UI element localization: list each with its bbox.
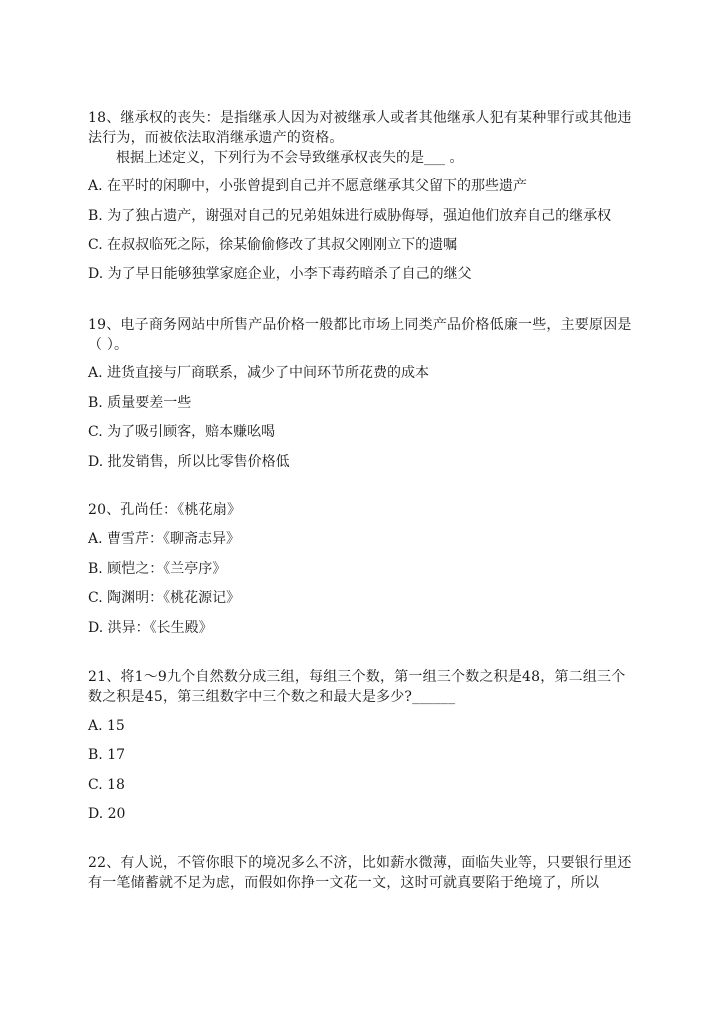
option-a: A. 曹雪芹：《聊斋志异》	[88, 531, 241, 547]
option-d: D. 批发销售，所以比零售价格低	[88, 454, 290, 470]
option-d: D. 为了早日能够独掌家庭企业，小李下毒药暗杀了自己的继父	[88, 266, 472, 282]
option-c: C. 为了吸引顾客，赔本赚吆喝	[88, 424, 276, 440]
option-c: C. 18	[88, 777, 125, 793]
option-d: D. 20	[88, 806, 126, 822]
question-stem: 18、继承权的丧失：是指继承人因为对被继承人或者其他继承人犯有某种罪行或其他违法行为，而被依法取消继承遗产的资格。	[88, 110, 632, 146]
option-a: A. 15	[88, 718, 125, 734]
question-stem: 22、有人说，不管你眼下的境况多么不济，比如薪水微薄，面临失业等，只要银行里还有一笔储蓄就不足为虑，而假如你挣一文花一文，这时可就真要陷于绝境了，所以	[88, 855, 632, 891]
question-stem: 19、电子商务网站中所售产品价格一般都比市场上同类产品价格低廉一些，主要原因是（ ）。	[88, 317, 632, 353]
option-c: C. 陶渊明：《桃花源记》	[88, 590, 241, 606]
option-c: C. 在叔叔临死之际，徐某偷偷修改了其叔父刚刚立下的遗嘱	[88, 237, 458, 253]
question-21	[88, 667, 633, 822]
question-18	[88, 108, 633, 282]
option-b: B. 17	[88, 747, 126, 763]
option-b: B. 质量要差一些	[88, 395, 192, 411]
question-19	[88, 315, 633, 470]
option-d: D. 洪异：《长生殿》	[88, 620, 213, 636]
question-20	[88, 500, 633, 636]
option-a: A. 进货直接与厂商联系，减少了中间环节所花费的成本	[88, 365, 430, 381]
question-22	[88, 853, 633, 893]
question-stem: 20、孔尚任：《桃花扇》	[88, 502, 242, 518]
option-a: A. 在平时的闲聊中，小张曾提到自己并不愿意继承其父留下的那些遗产	[88, 178, 528, 194]
option-b: B. 为了独占遗产，谢强对自己的兄弟姐妹进行威胁侮辱，强迫他们放弃自己的继承权	[88, 208, 612, 224]
question-prompt: 根据上述定义，下列行为不会导致继承权丧失的是___ 。	[116, 150, 464, 166]
question-stem: 21、将1～9九个自然数分成三组，每组三个数，第一组三个数之积是48，第二组三个数之积是45，第三组数字中三个数之和最大是多少?______	[88, 669, 626, 705]
option-b: B. 顾恺之：《兰亭序》	[88, 561, 227, 577]
